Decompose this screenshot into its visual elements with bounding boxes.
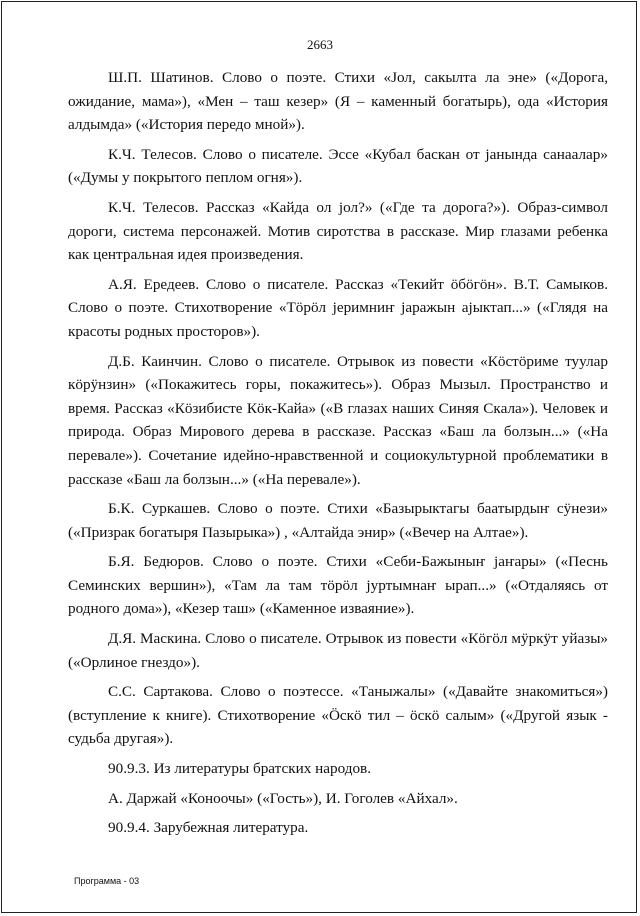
paragraph-bedyurov: Б.Я. Бедюров. Слово о поэте. Стихи «Себи-Бажыныҥ jаҥары» («Песнь Семинских вершин»), «Там ла там тӧрӧл jуртымнаҥ ырап...» («Отдаляясь от родного дома»), «Кезер таш» («Каменное изваяние»).	[68, 553, 608, 618]
paragraph-telesov-story: К.Ч. Телесов. Рассказ «Кайда ол jол?» («Где та дорога?»). Образ-символ дороги, система персонажей. Мотив сиротства в рассказе. Мир глазами ребенка как центральная идея произведения.	[68, 198, 608, 264]
paragraph-eredeev-samykov: А.Я. Ередеев. Слово о писателе. Рассказ «Текийт ӧбӧгӧн». В.Т. Самыков. Слово о поэте. Стихотворение «Тӧрӧл jеримниҥ jаражын аjыктап...» («Глядя на красоты родных просторов»).	[68, 275, 608, 340]
paragraph-telesov-essay: К.Ч. Телесов. Слово о писателе. Эссе «Кубал баскан от jанында санаалар» («Думы у покрытого пеплом огня»).	[68, 145, 608, 187]
section-heading-fraternal-literature: 90.9.3. Из литературы братских народов.	[108, 760, 372, 778]
paragraph-darzhay-gogolev: А. Даржай «Коноочы» («Гость»), И. Гоголев «Айхал».	[108, 789, 458, 807]
document-body	[68, 66, 608, 846]
footer-label: Программа - 03	[74, 876, 140, 886]
paragraph-kainchin: Д.Б. Каинчин. Слово о писателе. Отрывок из повести «Кӧстӧриме туулар кӧрӱнзин» («Покажитесь горы, покажитесь»). Образ Мызыл. Пространство и время. Рассказ «Кӧзибисте Кӧк-Кайа» («В глазах наших Синяя Скала»). Человек и природа. Образ Мирового дерева в рассказе. Рассказ «Баш ла болзын...» («На перевале»). Сочетание идейно-нравственной и социокультурной проблематики в рассказе «Баш ла болзын...» («На перевале»).	[68, 352, 608, 488]
paragraph-sartakova: С.С. Сартакова. Слово о поэтессе. «Таныжалы» («Давайте знакомиться») (вступление к книге). Стихотворение «Ӧскӧ тил – ӧскӧ салым» («Другой язык - судьба другая»).	[68, 683, 608, 748]
paragraph-shatinov: Ш.П. Шатинов. Слово о поэте. Стихи «Jол, сакылта ла эне» («Дорога, ожидание, мама»), «Мен – таш кезер» (Я – каменный богатырь), ода «История алдымда» («История передо мной»).	[68, 69, 608, 134]
section-heading-foreign-literature: 90.9.4. Зарубежная литература.	[108, 819, 309, 837]
paragraph-maskina: Д.Я. Маскина. Слово о писателе. Отрывок из повести «Кӧгӧл мӱркӱт уйазы» («Орлиное гнездо»).	[68, 630, 608, 671]
paragraph-surkashev: Б.К. Суркашев. Слово о поэте. Стихи «Базырыктагы баатырдыҥ сӱнези» («Призрак богатыря Пазырыка») , «Алтайда энир» («Вечер на Алтае»).	[68, 500, 608, 541]
page-number: 2663	[307, 37, 333, 52]
